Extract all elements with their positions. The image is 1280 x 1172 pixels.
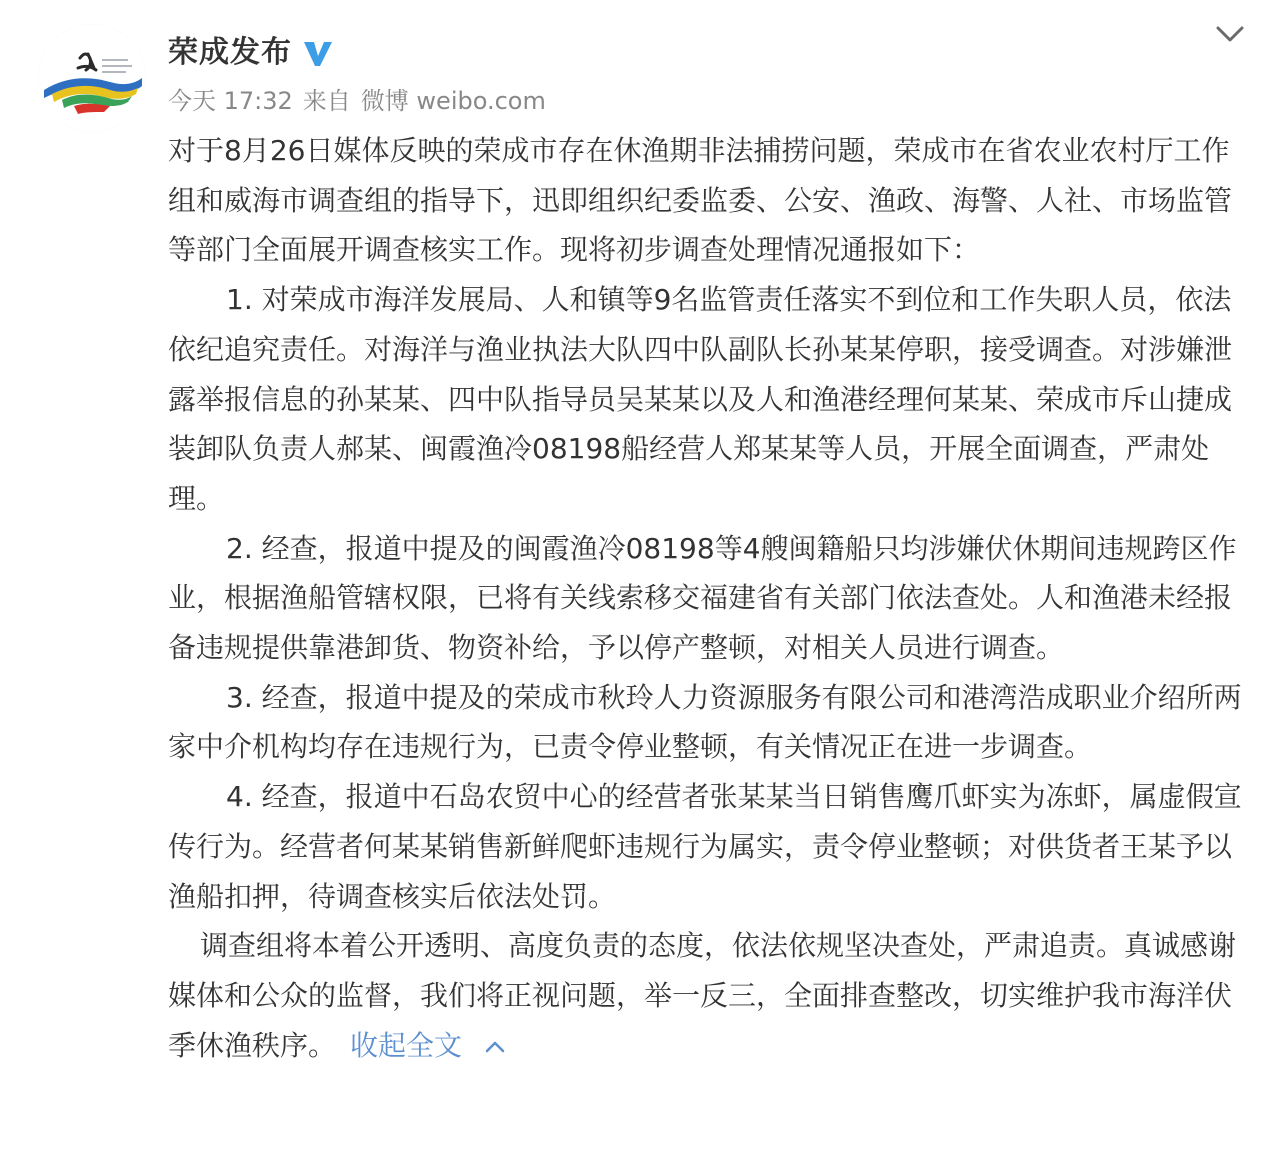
verified-badge-icon [300, 36, 334, 70]
post-timestamp[interactable]: 今天 17:32 [168, 87, 293, 115]
collapse-button[interactable] [350, 1029, 506, 1062]
post-meta [168, 84, 556, 118]
avatar-logo-icon [38, 24, 146, 132]
post-source[interactable]: 微博 weibo.com [360, 87, 546, 115]
avatar[interactable] [38, 24, 146, 132]
paragraph-intro: 对于8月26日媒体反映的荣成市存在休渔期非法捕捞问题，荣成市在省农业农村厅工作组和威海市调查组的指导下，迅即组织纪委监委、公安、渔政、海警、人社、市场监管等部门全面展开调查核实工作。现将初步调查处理情况通报如下： [168, 134, 1233, 267]
chevron-up-icon [484, 1040, 506, 1054]
paragraph-item-4: 4. 经查，报道中石岛农贸中心的经营者张某某当日销售鹰爪虾实为冻虾，属虚假宣传行为。经营者何某某销售新鲜爬虾违规行为属实，责令停业整顿；对供货者王某予以渔船扣押，待调查核实后依法处罚。 [168, 780, 1242, 913]
paragraph-item-1: 1. 对荣成市海洋发展局、人和镇等9名监管责任落实不到位和工作失职人员，依法依纪追究责任。对海洋与渔业执法大队四中队副队长孙某某停职，接受调查。对涉嫌泄露举报信息的孙某某、四中队指导员吴某某以及人和渔港经理何某某、荣成市斥山捷成装卸队负责人郝某、闽霞渔冷08198船经营人郑某某等人员，开展全面调查，严肃处理。 [168, 283, 1233, 515]
paragraph-item-3: 3. 经查，报道中提及的荣成市秋玲人力资源服务有限公司和港湾浩成职业介绍所两家中介机构均存在违规行为，已责令停业整顿，有关情况正在进一步调查。 [168, 680, 1242, 764]
paragraph-closing [168, 921, 1248, 1070]
collapse-label: 收起全文 [350, 1028, 463, 1062]
source-prefix: 来自 [302, 87, 351, 115]
chevron-down-icon[interactable] [1210, 16, 1250, 52]
paragraph-item-2: 2. 经查，报道中提及的闽霞渔冷08198等4艘闽籍船只均涉嫌伏休期间违规跨区作业，根据渔船管辖权限，已将有关线索移交福建省有关部门依法查处。人和渔港未经报备违规提供靠港卸货、物资补给，予以停产整顿，对相关人员进行调查。 [168, 531, 1237, 665]
closing-text: 调查组将本着公开透明、高度负责的态度，依法依规坚决查处，严肃追责。真诚感谢媒体和公众的监督，我们将正视问题，举一反三，全面排查整改，切实维护我市海洋伏季休渔秩序。 [168, 929, 1237, 1062]
author-name[interactable]: 荣成发布 [168, 35, 292, 70]
post-body [168, 126, 1248, 1070]
